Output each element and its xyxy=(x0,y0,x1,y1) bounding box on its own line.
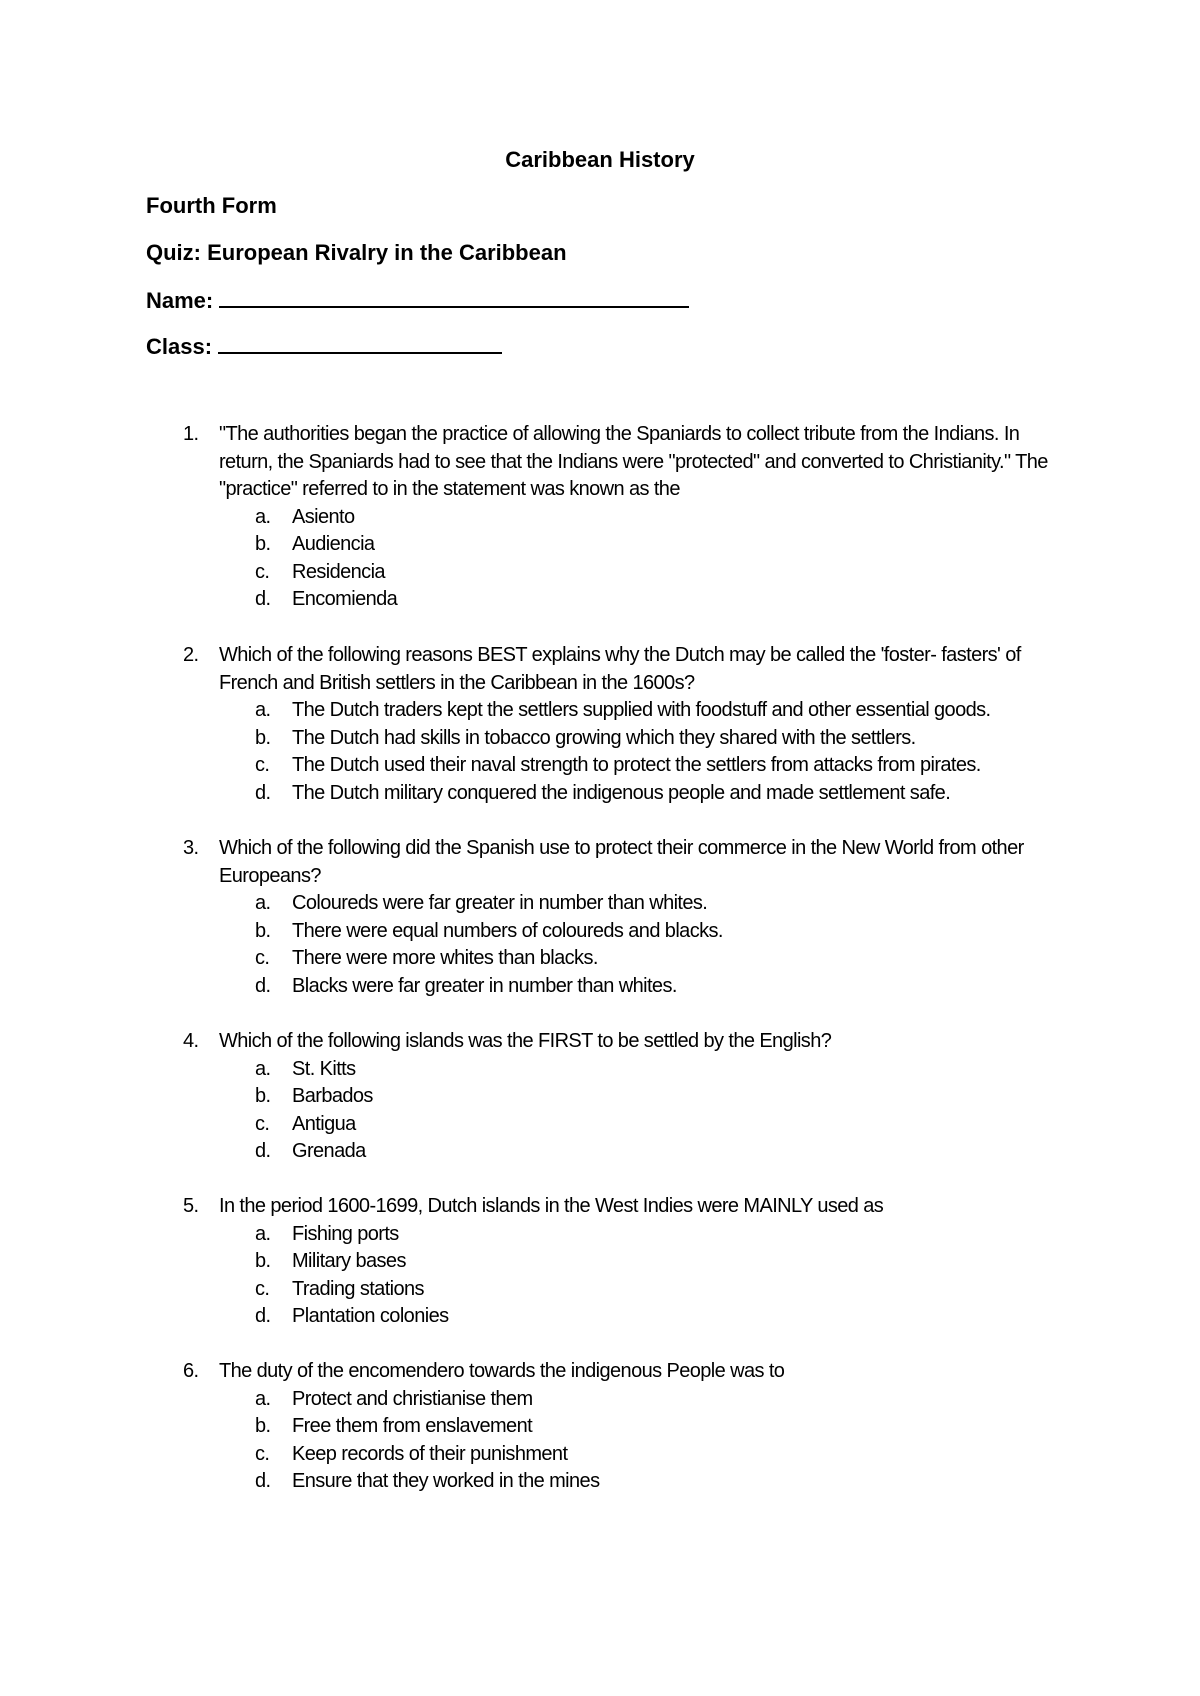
option-text: Trading stations xyxy=(292,1277,424,1300)
option-letter: b. xyxy=(255,1250,271,1272)
option-b xyxy=(0,1413,1200,1441)
option-letter: d. xyxy=(255,781,271,804)
form-heading: Fourth Form xyxy=(146,193,277,218)
option-letter: b. xyxy=(255,1085,271,1107)
option-text: The Dutch military conquered the indigenous people and made settlement safe. xyxy=(292,781,951,804)
option-letter: c. xyxy=(255,754,270,776)
option-text: Antigua xyxy=(292,1112,356,1135)
question-text: The duty of the encomendero towards the indigenous People was to xyxy=(219,1360,785,1382)
option-letter: d. xyxy=(255,1305,271,1327)
question-text: Which of the following reasons BEST explains why the Dutch may be called the 'foster- fasters' of French and British settlers in the Caribbean in the 1600s? xyxy=(219,644,1021,694)
option-a xyxy=(0,697,1200,725)
option-b xyxy=(0,918,1200,946)
option-b xyxy=(0,725,1200,753)
option-text: Barbados xyxy=(292,1085,373,1107)
option-text: Keep records of their punishment xyxy=(292,1442,568,1465)
option-c xyxy=(0,752,1200,780)
option-c xyxy=(0,559,1200,587)
option-text: The Dutch traders kept the settlers supplied with foodstuff and other essential goods. xyxy=(292,699,991,721)
quiz-title: Quiz: European Rivalry in the Caribbean xyxy=(146,240,567,265)
option-d xyxy=(0,1138,1200,1166)
option-a xyxy=(0,1221,1200,1249)
option-letter: a. xyxy=(255,892,271,914)
question-1 xyxy=(0,421,1200,614)
question-4 xyxy=(0,1028,1200,1166)
option-letter: d. xyxy=(255,974,271,997)
question-text: Which of the following islands was the FIRST to be settled by the English? xyxy=(219,1030,832,1052)
option-b xyxy=(0,1248,1200,1276)
page-title: Caribbean History xyxy=(505,147,695,172)
question-number: 2. xyxy=(183,644,199,666)
name-blank-line[interactable] xyxy=(219,284,689,308)
option-text: Residencia xyxy=(292,560,385,583)
option-letter: a. xyxy=(255,1222,271,1245)
option-letter: c. xyxy=(255,1277,270,1300)
option-c xyxy=(0,1111,1200,1139)
question-2 xyxy=(0,642,1200,807)
options-list xyxy=(0,1221,1200,1331)
options-list xyxy=(0,890,1200,1000)
option-letter: a. xyxy=(255,505,271,528)
question-number: 1. xyxy=(183,423,199,445)
option-text: There were more whites than blacks. xyxy=(292,947,598,969)
option-letter: c. xyxy=(255,1442,270,1465)
option-c xyxy=(0,1441,1200,1469)
option-text: Grenada xyxy=(292,1140,366,1162)
option-letter: b. xyxy=(255,726,271,749)
option-letter: d. xyxy=(255,1470,271,1492)
options-list xyxy=(0,504,1200,614)
option-d xyxy=(0,586,1200,614)
option-text: St. Kitts xyxy=(292,1057,356,1080)
option-letter: c. xyxy=(255,1112,270,1135)
option-text: The Dutch used their naval strength to protect the settlers from attacks from pirates. xyxy=(292,754,981,776)
question-3 xyxy=(0,835,1200,1000)
option-b xyxy=(0,531,1200,559)
question-number: 4. xyxy=(183,1030,199,1052)
question-number: 6. xyxy=(183,1360,199,1382)
class-label: Class: xyxy=(146,334,213,359)
option-letter: b. xyxy=(255,533,271,555)
question-text: "The authorities began the practice of allowing the Spaniards to collect tribute from the Indians. In return, the Spaniards had to see that the Indians were "protected" and converted to Christianity." The "practice" referred to in the statement was known as the xyxy=(219,423,1048,500)
options-list xyxy=(0,697,1200,807)
option-text: Protect and christianise them xyxy=(292,1387,533,1410)
option-c xyxy=(0,945,1200,973)
question-number: 3. xyxy=(183,837,199,859)
option-text: Coloureds were far greater in number than whites. xyxy=(292,892,708,914)
question-number: 5. xyxy=(183,1195,199,1217)
option-letter: c. xyxy=(255,947,270,969)
option-text: Free them from enslavement xyxy=(292,1415,533,1437)
option-a xyxy=(0,1056,1200,1084)
class-row xyxy=(146,330,502,362)
option-text: The Dutch had skills in tobacco growing which they shared with the settlers. xyxy=(292,726,916,749)
name-row xyxy=(146,284,689,316)
option-letter: a. xyxy=(255,1387,271,1410)
option-letter: a. xyxy=(255,699,271,721)
option-text: Asiento xyxy=(292,505,355,528)
option-d xyxy=(0,973,1200,1001)
option-letter: d. xyxy=(255,1140,271,1162)
question-text: Which of the following did the Spanish use to protect their commerce in the New World from other Europeans? xyxy=(219,837,1024,887)
option-d xyxy=(0,1303,1200,1331)
option-letter: c. xyxy=(255,560,270,583)
option-letter: d. xyxy=(255,588,271,610)
option-text: Ensure that they worked in the mines xyxy=(292,1470,600,1492)
option-d xyxy=(0,1468,1200,1496)
option-text: Military bases xyxy=(292,1250,406,1272)
options-list xyxy=(0,1056,1200,1166)
options-list xyxy=(0,1386,1200,1496)
class-blank-line[interactable] xyxy=(218,330,502,354)
option-a xyxy=(0,1386,1200,1414)
option-a xyxy=(0,890,1200,918)
option-c xyxy=(0,1276,1200,1304)
question-6 xyxy=(0,1358,1200,1496)
option-b xyxy=(0,1083,1200,1111)
option-text: Plantation colonies xyxy=(292,1305,449,1327)
question-text: In the period 1600-1699, Dutch islands in the West Indies were MAINLY used as xyxy=(219,1195,884,1217)
option-d xyxy=(0,780,1200,808)
option-text: Blacks were far greater in number than whites. xyxy=(292,974,677,997)
name-label: Name: xyxy=(146,288,214,313)
option-letter: b. xyxy=(255,1415,271,1437)
option-letter: a. xyxy=(255,1057,271,1080)
question-5 xyxy=(0,1193,1200,1331)
option-text: Fishing ports xyxy=(292,1222,399,1245)
option-text: There were equal numbers of coloureds and blacks. xyxy=(292,919,723,942)
option-text: Encomienda xyxy=(292,588,398,610)
option-a xyxy=(0,504,1200,532)
option-text: Audiencia xyxy=(292,533,375,555)
option-letter: b. xyxy=(255,919,271,942)
